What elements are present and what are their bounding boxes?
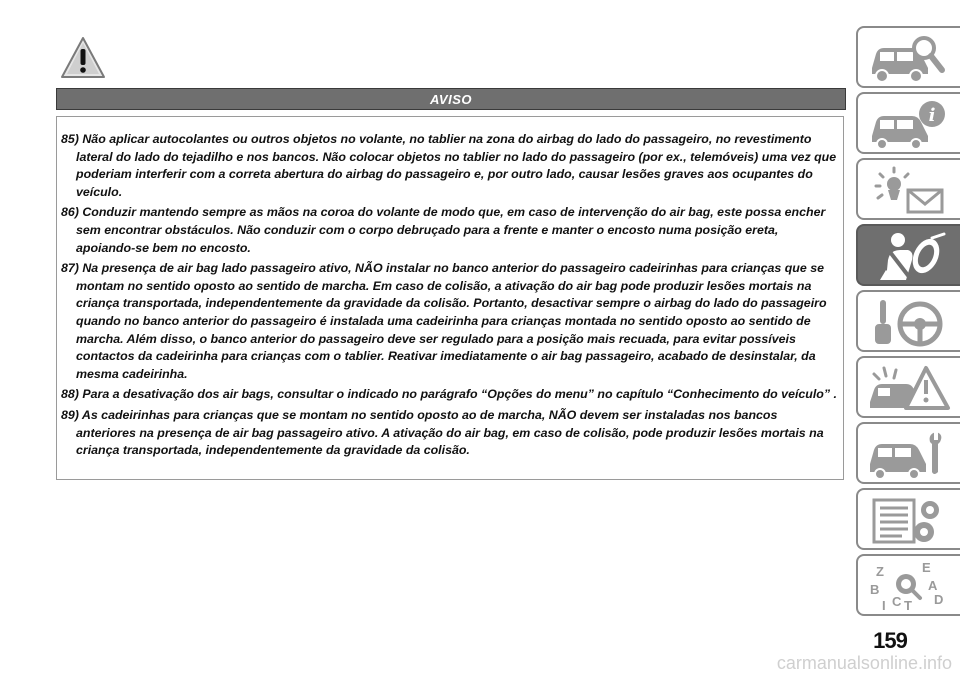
tab-emergency[interactable] xyxy=(856,356,960,418)
car-emergency-icon xyxy=(866,362,952,414)
note-86: 86) Conduzir mantendo sempre as mãos na coroa do volante de modo que, em caso de intervenção do air bag, este possa encher sem encontrar obstáculos. Não conduzir com o corpo debruçado para a frente e manter o encosto numa posição ereta, apoiando-se bem no encosto. xyxy=(61,205,826,255)
technical-specs-icon xyxy=(866,494,952,546)
page-number: 159 xyxy=(873,628,907,653)
tab-maintenance[interactable] xyxy=(856,422,960,484)
svg-text:i: i xyxy=(928,105,936,126)
aviso-notes-box xyxy=(56,116,844,480)
index-letter-d: D xyxy=(934,592,944,607)
note-89: 89) As cadeirinhas para crianças que se montam no sentido oposto ao de marcha, NÃO devem ser instaladas nos bancos anteriores na presença de air bag passageiro ativo. A ativação do air bag, em caso de colisão, pode produzir lesões mortais na criança transportada, independentemente da gravidade da colisão. xyxy=(61,407,824,458)
note-85: 85) Não aplicar autocolantes ou outros objetos no volante, no tablier na zona do airbag do lado do passageiro, no revestimento lateral do lado do tejadilho e nos bancos. Não colocar objetos no tablier no lado do passageiro (por ex., telemóveis) uma vez que poderiam interferir com a correta abertura do airbag do passageiro e, por outro lado, causar lesões graves aos ocupantes do veículo. xyxy=(61,132,837,199)
alphabetical-index-icon xyxy=(866,560,952,612)
tab-starting-driving[interactable] xyxy=(856,290,960,352)
index-letter-z: Z xyxy=(876,564,884,579)
warning-lights-message-icon xyxy=(866,164,952,216)
car-maintenance-icon xyxy=(866,428,952,480)
index-letter-c: C xyxy=(892,594,902,609)
car-info-icon xyxy=(866,98,952,150)
index-letter-t: T xyxy=(904,598,912,612)
tab-safety[interactable] xyxy=(856,224,960,286)
seatbelt-airbag-icon xyxy=(866,230,952,282)
tab-technical-specs[interactable] xyxy=(856,488,960,550)
index-letter-b: B xyxy=(870,582,880,597)
index-letter-i: I xyxy=(882,598,886,612)
tab-car-info[interactable] xyxy=(856,92,960,154)
aviso-title: AVISO xyxy=(430,91,472,107)
aviso-header xyxy=(56,88,846,110)
key-steering-wheel-icon xyxy=(866,296,952,348)
tab-alphabetical-index[interactable] xyxy=(856,554,960,616)
note-88: 88) Para a desativação dos air bags, consultar o indicado no parágrafo “Opções do menu” no capítulo “Conhecimento do veículo” . xyxy=(61,387,837,402)
index-letter-e: E xyxy=(922,560,931,575)
watermark-text: carmanualsonline.info xyxy=(776,653,952,673)
car-search-icon xyxy=(866,32,952,84)
tab-car-search[interactable] xyxy=(856,26,960,88)
tab-warning-lights-messages[interactable] xyxy=(856,158,960,220)
index-letter-a: A xyxy=(928,578,938,593)
warning-triangle-icon xyxy=(60,36,106,80)
note-87: 87) Na presença de air bag lado passageiro ativo, NÃO instalar no banco anterior do passageiro cadeirinhas para crianças que se montam no sentido oposto ao sentido de marcha. Em caso de colisão, a ativação do air bag pode produzir lesões mortais na criança transportada, independentemente da gravidade da colisão. Portanto, desactivar sempre o airbag do lado do passageiro quando no banco anterior do passageiro é instalada uma cadeirinha para crianças montada no sentido oposto ao sentido de marcha. Além disso, o banco anterior do passageiro deve ser regulado para a posição mais recuada, para evitar possíveis contactos da cadeirinha para crianças com o tablier. Reativar imediatamente o air bag passageiro, acabado de desinstalar, da mesma cadeirinha. xyxy=(61,261,827,381)
